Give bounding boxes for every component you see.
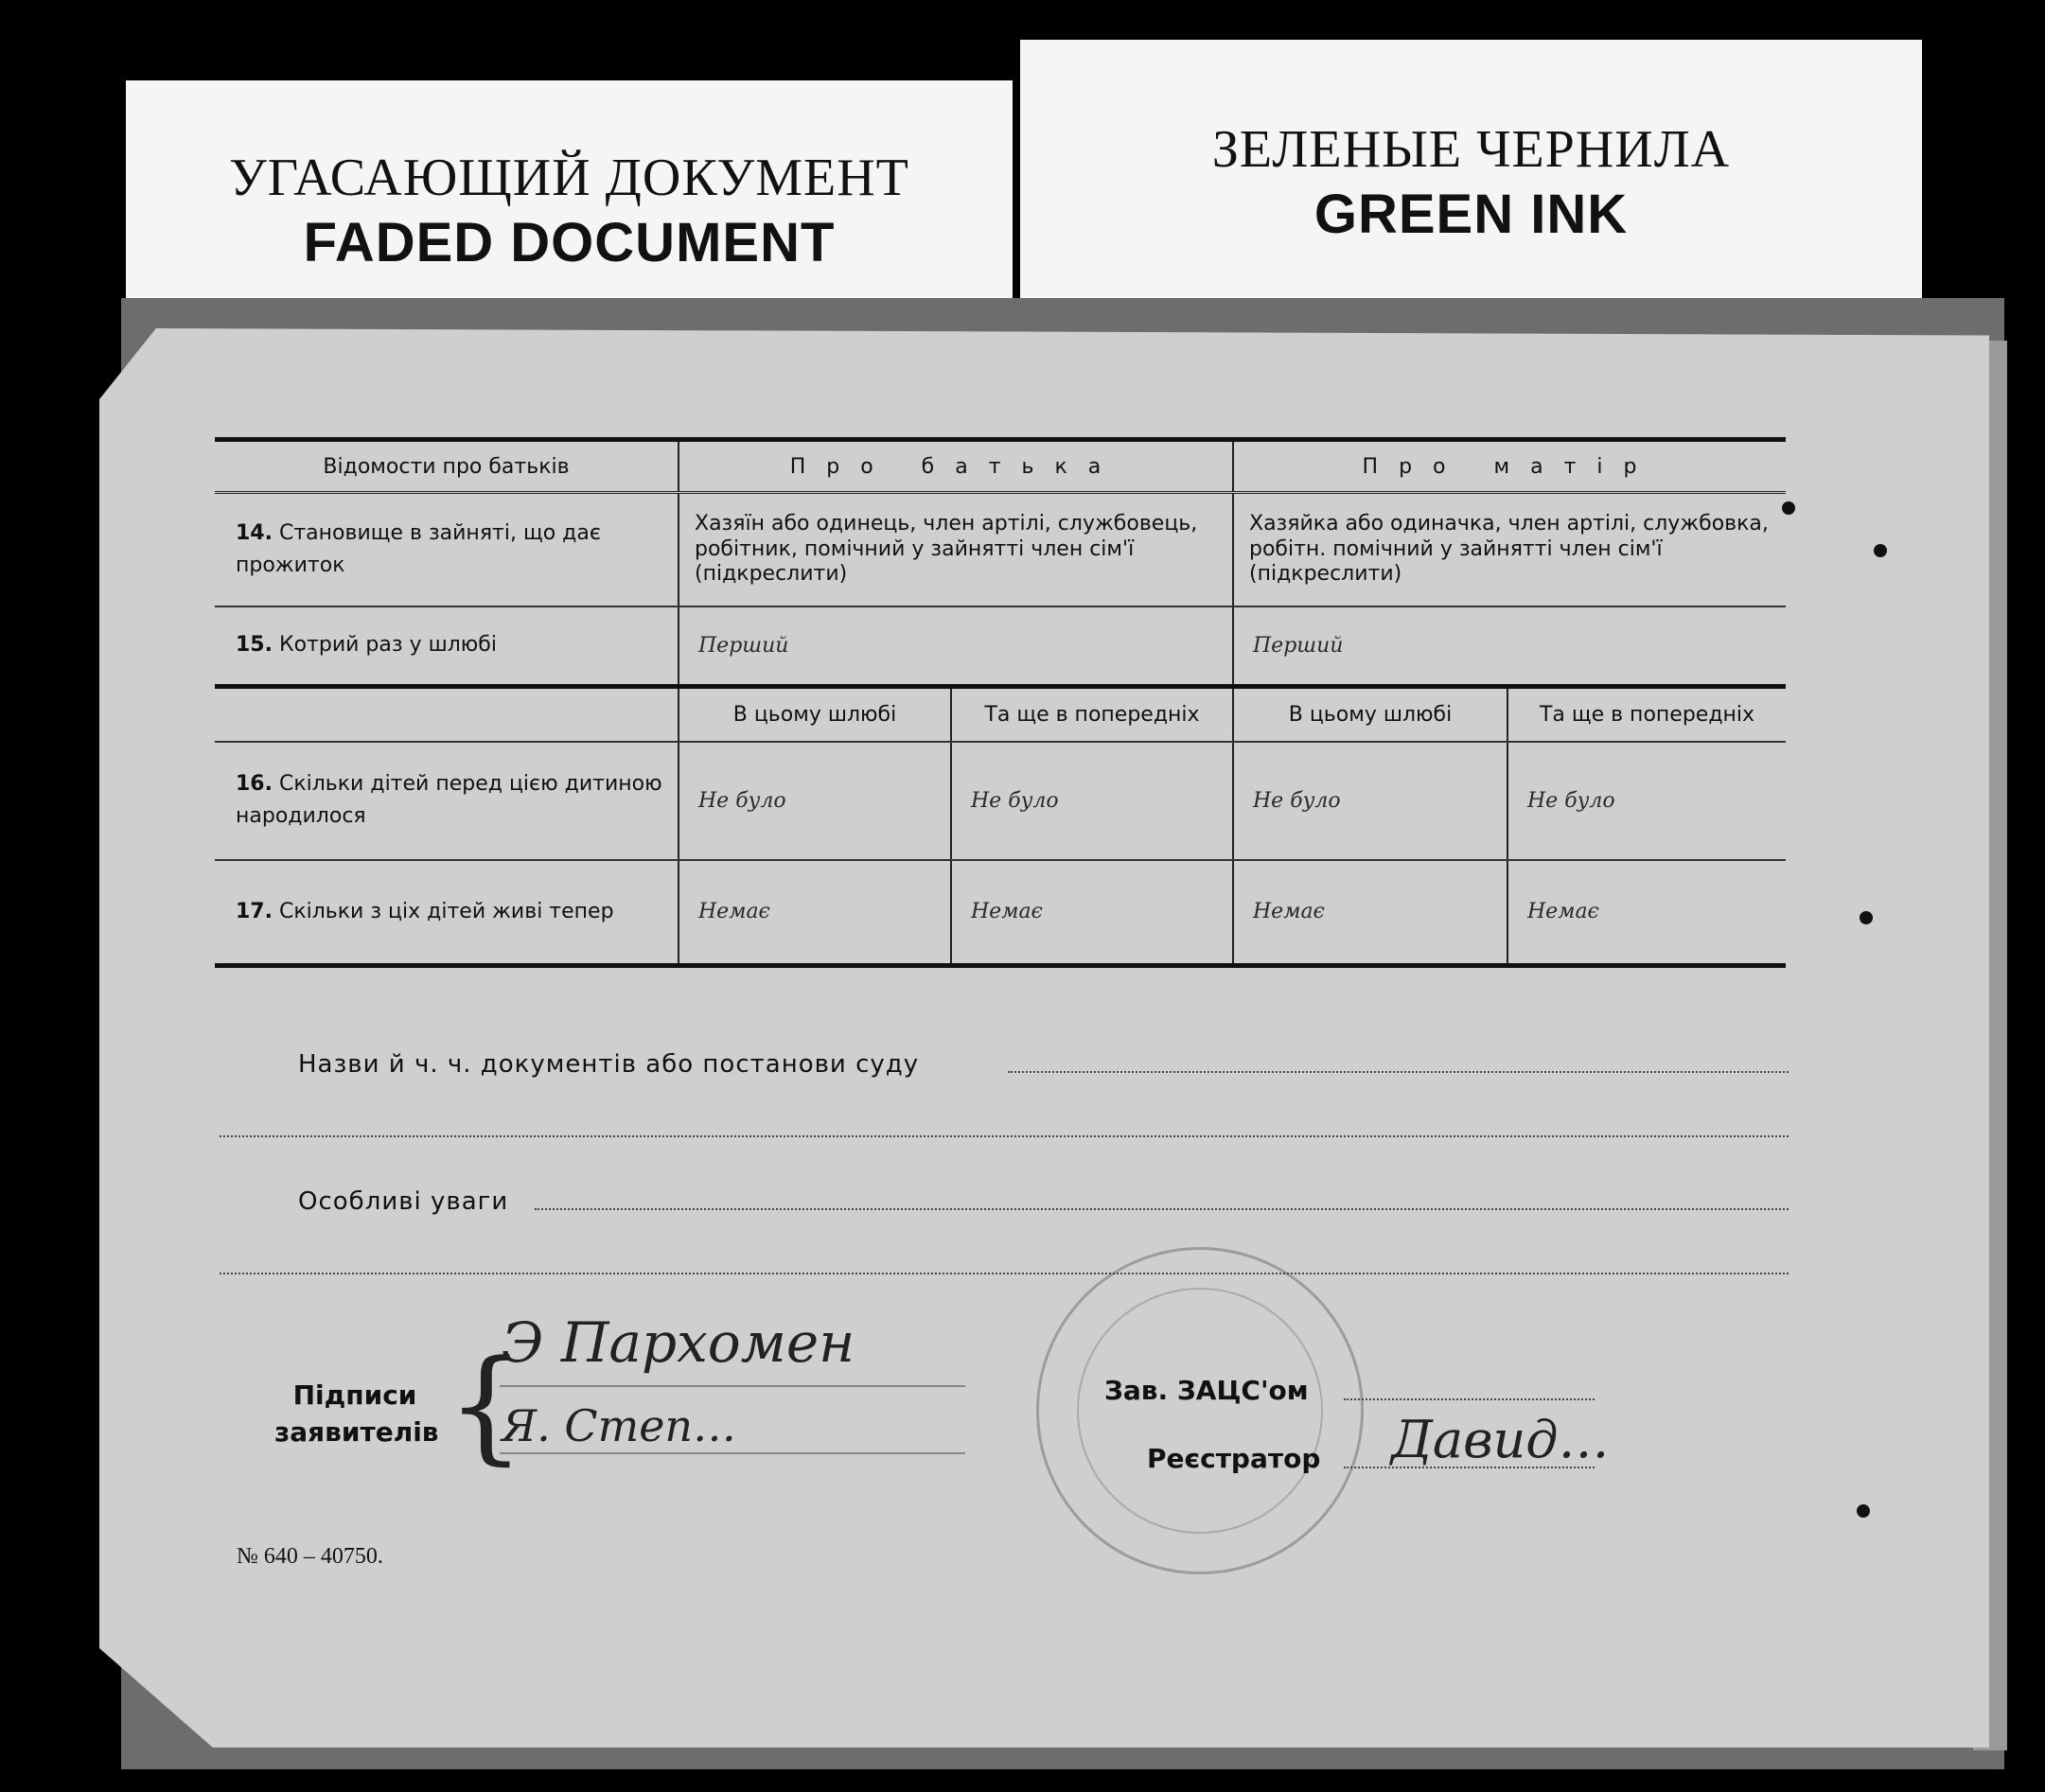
header-parents-info: Відомости про батьків — [215, 440, 679, 493]
question-14-text: Становище в зайняті, що дає прожиток — [236, 520, 601, 577]
green-ink-ru: ЗЕЛЕНЫЕ ЧЕРНИЛА — [1211, 120, 1731, 179]
documents-line — [1008, 1071, 1789, 1073]
answer-16-3: Не було — [1233, 742, 1507, 860]
table-subheader-row — [215, 687, 1786, 742]
signature-brace: { — [447, 1333, 525, 1477]
registrar-signature: Давид… — [1391, 1410, 1610, 1469]
answer-16-2: Не було — [951, 742, 1233, 860]
answer-17-2: Немає — [951, 860, 1233, 966]
signature-line-2 — [500, 1452, 965, 1454]
zags-head-line — [1344, 1398, 1595, 1400]
question-15: 15. Котрий раз у шлюбі — [215, 606, 679, 687]
question-17-text: Скільки з ціх дітей живі тепер — [278, 899, 614, 923]
signature-line-1 — [500, 1385, 965, 1387]
punch-hole — [1782, 501, 1795, 515]
faded-document-ru: УГАСАЮЩИЙ ДОКУМЕНТ — [229, 149, 909, 207]
official-seal — [1036, 1247, 1364, 1574]
green-ink-en: GREEN INK — [1313, 184, 1629, 245]
table-row-17 — [215, 860, 1786, 966]
question-15-text: Котрий раз у шлюбі — [278, 633, 497, 658]
table-row-15 — [215, 606, 1786, 687]
punch-hole — [1874, 544, 1887, 557]
form-number: № 640 – 40750. — [237, 1544, 383, 1569]
documents-line-2 — [220, 1135, 1789, 1137]
answer-14-father: Хазяїн або одинець, член артілі, службовець, робітник, помічний у зайнятті член сім'ї (підкреслити) — [679, 493, 1233, 606]
subheader-mother-this: В цьому шлюбі — [1233, 687, 1507, 742]
table-header-row — [215, 440, 1786, 493]
punch-hole — [1860, 911, 1873, 924]
answer-16-4: Не було — [1507, 742, 1786, 860]
question-16: 16. Скільки дітей перед цією дитиною народилося — [215, 742, 679, 860]
parents-info-table — [215, 437, 1786, 968]
answer-17-4: Немає — [1507, 860, 1786, 966]
faded-document-en: FADED DOCUMENT — [303, 212, 836, 273]
green-ink-label — [1020, 40, 1922, 331]
answer-17-1: Немає — [679, 860, 951, 966]
applicant-signature-1: Э Пархомен — [502, 1310, 855, 1375]
answer-15-mother: Перший — [1233, 606, 1786, 687]
table-row-16 — [215, 742, 1786, 860]
signatures-label: Підписи заявителів — [274, 1379, 439, 1449]
subheader-mother-previous: Та ще в попередніх — [1507, 687, 1786, 742]
answer-17-3: Немає — [1233, 860, 1507, 966]
applicant-signature-2: Я. Степ… — [502, 1400, 737, 1451]
question-14: 14. Становище в зайняті, що дає прожиток — [215, 493, 679, 606]
punch-hole — [1857, 1504, 1870, 1518]
faded-document-label — [126, 80, 1013, 331]
subheader-father-previous: Та ще в попередніх — [951, 687, 1233, 742]
documents-label: Назви й ч. ч. документів або постанови суду — [298, 1050, 920, 1079]
zags-head-label: Зав. ЗАЦС'ом — [1104, 1375, 1309, 1406]
registrar-label: Реєстратор — [1147, 1443, 1321, 1474]
remarks-line-2 — [220, 1273, 1789, 1274]
remarks-line — [535, 1208, 1789, 1210]
answer-15-father: Перший — [679, 606, 1233, 687]
header-mother: Про матір — [1233, 440, 1786, 493]
header-father: Про батька — [679, 440, 1233, 493]
table-row-14 — [215, 493, 1786, 606]
subheader-empty — [215, 687, 679, 742]
remarks-label: Особливі уваги — [298, 1187, 509, 1216]
question-17: 17. Скільки з ціх дітей живі тепер — [215, 860, 679, 966]
answer-16-1: Не було — [679, 742, 951, 860]
subheader-father-this: В цьому шлюбі — [679, 687, 951, 742]
question-16-text: Скільки дітей перед цією дитиною народилося — [236, 771, 662, 828]
answer-14-mother: Хазяйка або одиначка, член артілі, службовка, робітн. помічний у зайнятті член сім'ї (підкреслити) — [1233, 493, 1786, 606]
